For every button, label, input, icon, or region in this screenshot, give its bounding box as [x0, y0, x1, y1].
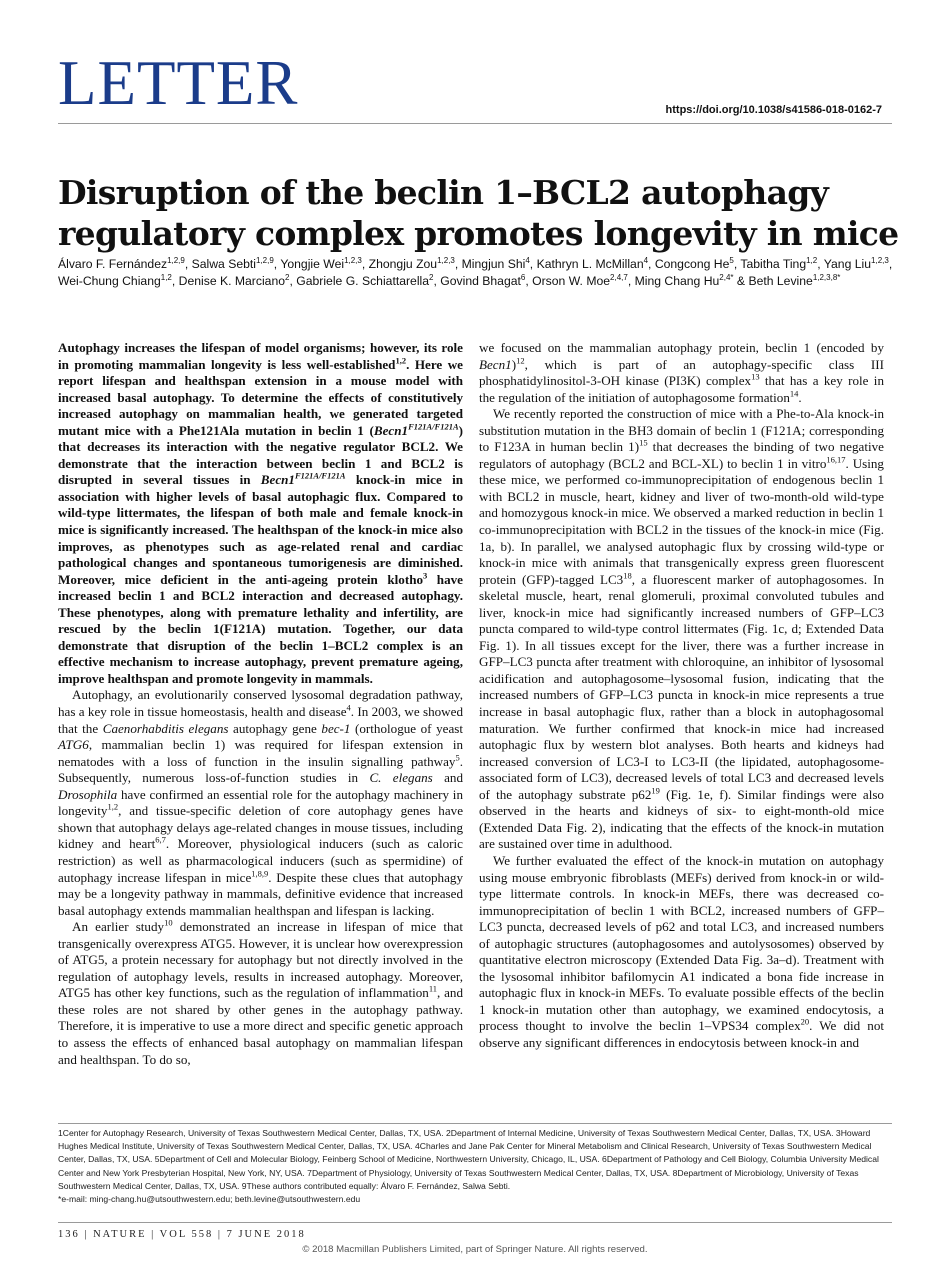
author-name: Yongjie Wei$^{1,2,3}$ — [280, 255, 362, 271]
author-name: Tabitha Ting$^{1,2}$ — [740, 255, 818, 271]
author-affiliation-marker: 2 — [429, 272, 434, 282]
journal-section-label: LETTER — [58, 48, 299, 118]
author-affiliation-marker: 1,2,3 — [871, 255, 889, 265]
author-name: Orson W. Moe$^{2,4,7}$ — [532, 272, 628, 288]
author-name: Denise K. Marciano$^2$ — [178, 272, 290, 288]
article-title-line-1: Disruption of the beclin 1–BCL2 autophagy — [58, 173, 829, 212]
author-affiliation-marker: 2,4* — [719, 272, 734, 282]
author-affiliation-marker: 6 — [520, 272, 526, 282]
page-citation: 136 | NATURE | VOL 558 | 7 JUNE 2018 — [58, 1229, 306, 1240]
author-name: Zhongju Zou$^{1,2,3}$ — [368, 255, 455, 271]
body-paragraph: An earlier study$^{10}$ demonstrated an increase in lifespan of mice that transgenically overexpress ATG5. However, it is unclear how overexpression of ATG5, a protein necessary for autophagy but not directly involved in the regulation of autophagy levels, results in increased autophagy. Moreover, ATG5 has other key functions, such as the regulation of inflammation$^{11}$, and these roles are not shared by other genes in the autophagy pathway. Therefore, it is imperative to use a more direct and specific genetic approach to assess the effects of enhanced basal autophagy on mammalian lifespan and healthspan. To do so, — [58, 917, 464, 1067]
author-name: Mingjun Shi$^4$ — [461, 255, 530, 271]
author-affiliation-marker: 1,2 — [160, 272, 172, 282]
author-affiliation-marker: 4 — [525, 255, 530, 265]
correspondence-email[interactable]: *e-mail: ming-chang.hu@utsouthwestern.edu; beth.levine@utsouthwestern.edu — [58, 1194, 361, 1205]
footer-rule — [58, 1222, 892, 1223]
abstract: Autophagy increases the lifespan of model organisms; however, its role in promoting mammalian longevity is less well-established$^{1,2}$. Here we report lifespan and healthspan extension in a mouse model with increased basal autophagy. To determine the effects of constitutively increased autophagy on mammalian health, we generated targeted mutant mice with a Phe121Ala mutation in beclin 1 $(Becn1^{F121A/F121A})$ that decreases its interaction with the negative regulator BCL2. We demonstrate that the interaction between beclin 1 and BCL2 is disrupted in several tissues in $Becn1^{F121A/F121A}$ knock-in mice in association with higher levels of basal autophagic flux. Compared to wild-type littermates, the lifespan of both male and female knock-in mice is significantly increased. The healthspan of the knock-in mice also improves, as phenotypes such as age-related renal and cardiac pathological changes and spontaneous tumorigenesis are diminished. Moreover, mice deficient in the anti-ageing protein klotho$^3$ have increased beclin 1 and BCL2 interaction and decreased autophagy. These phenotypes, along with premature lethality and infertility, are rescued by the beclin 1(F121A) mutation. Together, our data demonstrate that disruption of the beclin 1–BCL2 complex is an effective mechanism to increase autophagy, prevent premature ageing, improve healthspan and promote longevity in mammals. — [58, 340, 463, 686]
author-affiliation-marker: 4 — [643, 255, 649, 265]
author-affiliation-marker: 1,2,9 — [256, 255, 274, 265]
author-name: Ming Chang $Hu^{2,4*}$ — [634, 272, 734, 288]
author-affiliation-marker: 1,2,3,8* — [812, 272, 841, 282]
body-paragraph: We recently reported the construction of mice with a Phe-to-Ala knock-in substitution mutation in the BH3 domain of beclin 1 (F121A; corresponding to F123A in human beclin 1)$^{15}$ that decreases the binding of two negative regulators of autophagy (BCL2 and BCL-XL) to beclin 1 in vitro$^{16,17}$. Using these mice, we performed co-immunoprecipitation of endogenous beclin 1 with BCL2 in muscle, heart, kidney and liver of two-month-old wild-type and homozygous knock-in mice. We observed a marked reduction in beclin 1 co-immunoprecipitation with BCL2 in the tissues of the knock-in mice (Fig. 1a, b). In parallel, we analysed autophagic flux by crossing wild-type or knock-in mice with animals that transgenically express green fluorescent protein (GFP)-tagged $LC3^{18}$, a fluorescent marker of autophagosomes. In skeletal muscle, heart, renal glomeruli, proximal convoluted tubules and liver, knock-in mice had significantly increased numbers of GFP–LC3 puncta compared to wild-type control littermates (Fig. 1c, d; Extended Data Fig. 1). In all tissues except for the liver, there was a further increase in GFP–LC3 puncta after treatment with chloroquine, an inhibitor of lysosomal acidification and autophagosome–lysosomal fusion, indicating that the increased numbers of GFP–LC3 puncta in knock-in mice represents a true increase in basal autophagic flux, rather than a block in autophagosomal maturation. We further confirmed that knock-in mice had increased autophagic flux by western blot analyses. Both hearts and kidneys had increased conversion of LC3-I to LC3-II (the lipidated, autophagosome-associated form of LC3), decreased levels of total LC3 and decreased levels of the autophagy substrate $p62^{19}$ (Fig. 1e, f). Similar findings were also observed in the hearts and kidneys of six- to eight-month-old mice (Extended Data Fig. 2), indicating that the effects of the knock-in mutation are sustained over time in adulthood. — [479, 406, 884, 852]
author-name: Salwa Sebti$^{1,2,9}$ — [191, 255, 274, 271]
text-column-right — [479, 340, 884, 1052]
author-affiliation-marker: 2,4,7 — [610, 272, 628, 282]
header-rule — [58, 123, 892, 124]
author-list: Álvaro F. Fernández$^{1,2,9}$, Salwa Sebti$^{1,2,9}$, Yongjie Wei$^{1,2,3}$, Zhongju Zou$^{1,2,3}$, Mingjun Shi$^4$, Kathryn L. McMillan$^4$, Congcong He$^5$, Tabitha Ting$^{1,2}$, Yang Liu$^{1,2,3}$, Wei-Chung Chiang$^{1,2}$, Denise K. Marciano$^2$, Gabriele G. Schiattarella$^2$, Govind Bhagat$^6$, Orson W. Moe$^{2,4,7}$, Ming Chang $Hu^{2,4*}$ & Beth Levine$^{1,2,3,8*}$ — [58, 255, 893, 288]
author-affiliation-marker: 1,2,9 — [167, 255, 185, 265]
author-affiliation-marker: 1,2,3 — [437, 255, 455, 265]
author-name: Gabriele G. Schiattarella$^2$ — [296, 272, 434, 288]
article-title — [58, 172, 918, 254]
author-name: Yang Liu$^{1,2,3}$ — [823, 255, 889, 271]
author-affiliation-marker: 5 — [729, 255, 734, 265]
body-paragraph: Autophagy, an evolutionarily conserved lysosomal degradation pathway, has a key role in tissue homeostasis, health and disease$^4$. In 2003, we showed that the Caenorhabditis elegans autophagy gene bec-1 (orthologue of yeast ATG6, mammalian beclin 1) was required for lifespan extension in nematodes with a loss of function in the insulin signalling pathway$^5$. Subsequently, numerous loss-of-function studies in C. elegans and Drosophila have confirmed an essential role for the autophagy machinery in longevity$^{1,2}$, and tissue-specific deletion of core autophagy genes have shown that autophagy delays age-related changes in mouse tissues, including kidney and heart$^{6,7}$. Moreover, physiological inducers (such as caloric restriction) as well as pharmacological inducers (such as spermidine) of autophagy increase lifespan in mice$^{1,8,9}$. Despite these clues that autophagy may be a longevity pathway in mammals, definitive evidence that increased basal autophagy extends mammalian healthspan and lifespan is lacking. — [58, 687, 463, 918]
body-paragraph: we focused on the mammalian autophagy protein, beclin 1 (encoded by Becn1)$^{12}$, which is part of an autophagy-specific class III phosphatidylinositol-3-OH kinase (PI3K) complex$^{13}$ that has a key role in the regulation of the initiation of autophagosome formation$^{14}$. — [479, 340, 884, 405]
copyright-notice: © 2018 Macmillan Publishers Limited, part of Springer Nature. All rights reserved. — [302, 1244, 648, 1255]
affiliations-text: 1Center for Autophagy Research, University of Texas Southwestern Medical Center, Dallas, TX, USA. 2Department of Internal Medicine, University of Texas Southwestern Medical Center, Dallas, TX, USA. 3Howard Hughes Medical Institute, University of Texas Southwestern Medical Center, Dallas, TX, USA. 4Charles and Jane Pak Center for Mineral Metabolism and Clinical Research, University of Texas Southwestern Medical Center, Dallas, TX, USA. 5Department of Cell and Molecular Biology, Feinberg School of Medicine, Northwestern University, Chicago, IL, USA. 6Department of Pathology and Cell Biology, Columbia University Medical Center and New York Presbyterian Hospital, New York, NY, USA. 7Department of Physiology, University of Texas Southwestern Medical Center, Dallas, TX, USA. 8Department of Microbiology, University of Texas Southwestern Medical Center, Dallas, TX, USA. 9These authors contributed equally: Álvaro F. Fernández, Salwa Sebti. — [58, 1128, 879, 1191]
author-name: Wei-Chung Chiang$^{1,2}$ — [58, 272, 172, 288]
affiliations — [58, 1127, 892, 1206]
author-name: Kathryn L. McMillan$^4$ — [536, 255, 649, 271]
affiliations-rule — [58, 1123, 892, 1124]
author-name: Álvaro F. Fernández$^{1,2,9}$ — [58, 255, 185, 271]
doi-link[interactable]: https://doi.org/10.1038/s41586-018-0162-7 — [665, 104, 882, 116]
author-affiliation-marker: 1,2,3 — [344, 255, 362, 265]
article-title-line-2: regulatory complex promotes longevity in mice — [58, 214, 899, 253]
body-paragraph: We further evaluated the effect of the knock-in mutation on autophagy using mouse embryonic fibroblasts (MEFs) derived from knock-in or wild-type littermate controls. In knock-in MEFs, there was decreased co-immunoprecipitation of beclin 1 with BCL2, increased numbers of GFP–LC3 puncta, decreased levels of p62 and total LC3, and increased numbers of autophagic structures (autophagosomes and autolysosomes) observed by quantitative electron microscopy (Extended Data Fig. 3a–d). Treatment with the lysosomal inhibitor bafilomycin A1 indicated a bona fide increase in autophagic flux in knock-in MEFs. To evaluate possible effects of the beclin 1 knock-in mutation other than autophagy, we examined endocytosis, a process thought to involve the beclin 1–VPS34 complex$^{20}$. We did not observe any significant differences in endocytosis between knock-in and — [479, 852, 884, 1050]
author-affiliation-marker: 2 — [285, 272, 290, 282]
author-affiliation-marker: 1,2 — [806, 255, 818, 265]
author-name: Congcong He$^5$ — [654, 255, 734, 271]
text-column-left — [58, 340, 463, 1068]
author-name: Govind Bhagat$^6$ — [440, 272, 526, 288]
author-name: Beth Levine$^{1,2,3,8*}$ — [748, 272, 841, 288]
